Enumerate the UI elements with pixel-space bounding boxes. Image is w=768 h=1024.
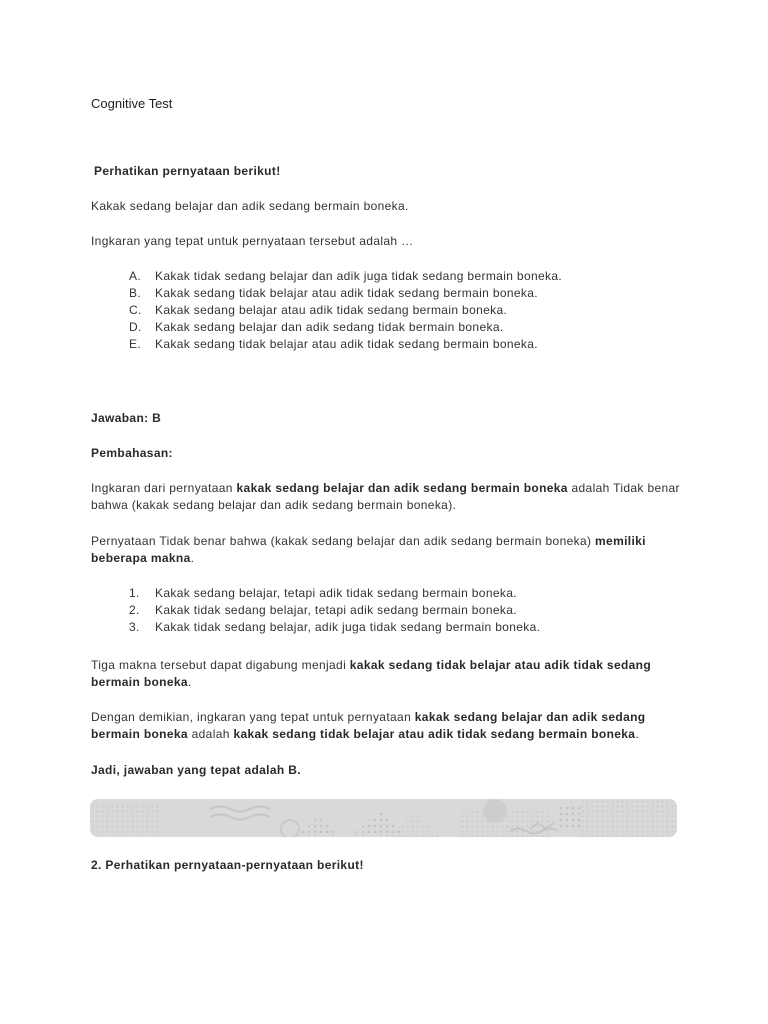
bold-run: kakak sedang belajar dan adik sedang bermain boneka — [91, 710, 646, 741]
question-text: . Perhatikan pernyataan-pernyataan berikut! — [98, 858, 364, 872]
meaning-number: 2. — [129, 603, 140, 617]
q1-statement: Kakak sedang belajar dan adik sedang bermain boneka. — [91, 199, 409, 213]
question-number: 2 — [91, 858, 99, 872]
discussion-label: Pembahasan: — [91, 446, 173, 460]
option-text: Kakak tidak sedang belajar dan adik juga tidak sedang bermain boneka. — [155, 269, 563, 283]
option-text: Kakak sedang belajar atau adik tidak sedang bermain boneka. — [155, 303, 508, 317]
option-a — [129, 268, 689, 285]
bold-run: kakak sedang tidak belajar atau adik tidak sedang bermain boneka — [233, 727, 636, 741]
text-run: . — [187, 675, 192, 689]
bold-run: memiliki beberapa makna — [91, 534, 646, 565]
discussion-paragraph-3 — [91, 657, 691, 691]
page-title: Cognitive Test — [91, 96, 173, 111]
meaning-item — [129, 619, 689, 636]
meaning-number: 1. — [129, 586, 140, 600]
bold-run: kakak sedang belajar dan adik sedang bermain boneka — [236, 481, 568, 495]
text-run: . — [190, 551, 195, 565]
discussion-paragraph-4 — [91, 709, 691, 743]
meaning-text: Kakak tidak sedang belajar, tetapi adik sedang bermain boneka. — [155, 603, 517, 617]
option-letter: D. — [129, 320, 142, 334]
decorative-banner — [90, 799, 677, 837]
banner-pattern — [90, 799, 677, 837]
q1-options-list — [129, 268, 689, 353]
q1-question: Ingkaran yang tepat untuk pernyataan tersebut adalah … — [91, 234, 414, 248]
discussion-paragraph-2 — [91, 533, 691, 567]
q1-instruction: Perhatikan pernyataan berikut! — [94, 164, 281, 178]
option-letter: C. — [129, 303, 142, 317]
text-run: Tiga makna tersebut dapat digabung menjadi — [91, 658, 350, 672]
option-letter: E. — [129, 337, 142, 351]
meanings-list — [129, 585, 689, 636]
text-run: . — [635, 727, 640, 741]
option-text: Kakak sedang belajar dan adik sedang tidak bermain boneka. — [155, 320, 504, 334]
conclusion: Jadi, jawaban yang tepat adalah B. — [91, 763, 301, 777]
text-run: Ingkaran dari pernyataan — [91, 481, 237, 495]
text-run: Dengan demikian, ingkaran yang tepat untuk pernyataan — [91, 710, 415, 724]
text-run: adalah — [187, 727, 234, 741]
meaning-number: 3. — [129, 620, 140, 634]
answer-label: Jawaban: B — [91, 411, 162, 425]
option-text: Kakak sedang tidak belajar atau adik tidak sedang bermain boneka. — [155, 337, 538, 351]
option-letter: B. — [129, 286, 142, 300]
q2-instruction — [91, 857, 691, 874]
option-b — [129, 285, 689, 302]
option-text: Kakak sedang tidak belajar atau adik tidak sedang bermain boneka. — [155, 286, 538, 300]
discussion-paragraph-1 — [91, 480, 691, 514]
text-run: adalah Tidak benar bahwa (kakak sedang belajar dan adik sedang bermain boneka). — [91, 481, 680, 512]
meaning-text: Kakak tidak sedang belajar, adik juga tidak sedang bermain boneka. — [155, 620, 541, 634]
bold-run: kakak sedang tidak belajar atau adik tidak sedang bermain boneka — [91, 658, 652, 689]
meaning-text: Kakak sedang belajar, tetapi adik tidak sedang bermain boneka. — [155, 586, 517, 600]
meaning-item — [129, 602, 689, 619]
option-c — [129, 302, 689, 319]
option-e — [129, 336, 689, 353]
meaning-item — [129, 585, 689, 602]
text-run: Pernyataan Tidak benar bahwa (kakak sedang belajar dan adik sedang bermain boneka) — [91, 534, 596, 548]
option-d — [129, 319, 689, 336]
option-letter: A. — [129, 269, 142, 283]
